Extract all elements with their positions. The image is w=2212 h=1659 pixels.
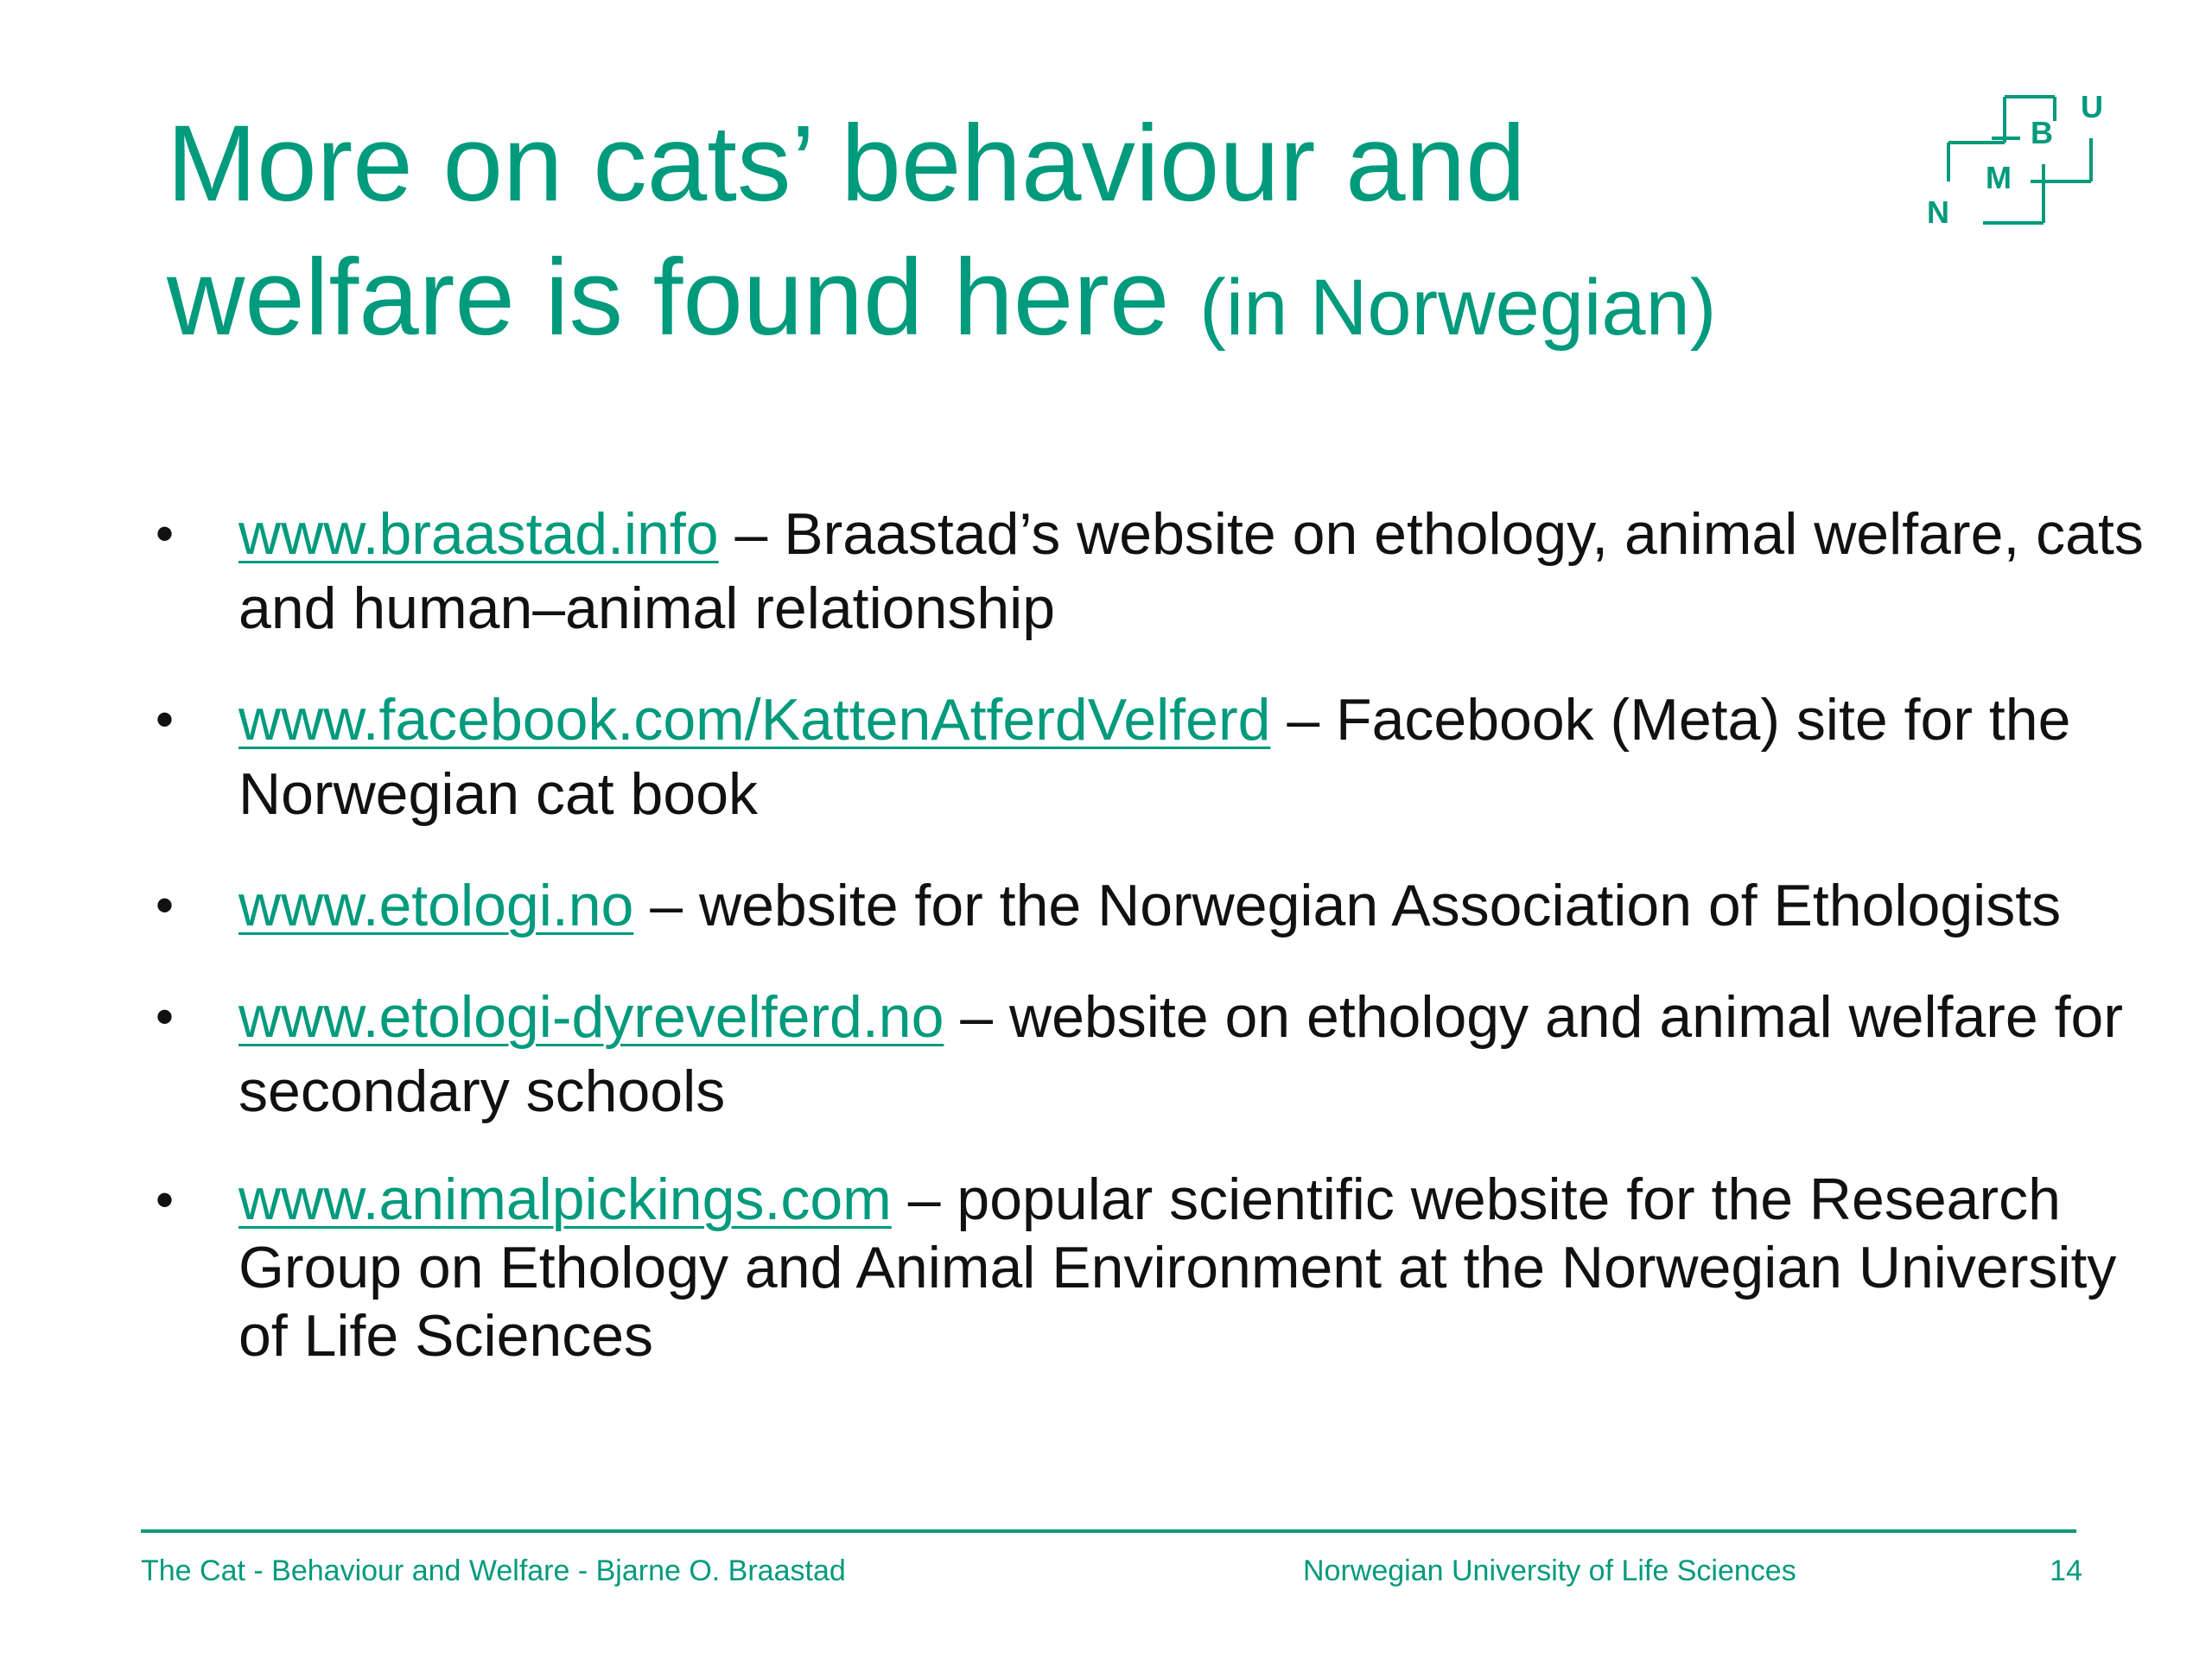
slide-title-suffix: (in Norwegian)	[1199, 264, 1717, 352]
bullet-text: – popular scientific website for the Research Group on Ethology and Animal Environment at the Norwegian University of Life Sciences	[238, 1166, 2117, 1369]
list-item	[156, 868, 2160, 943]
link-etologi[interactable]: www.etologi.no	[238, 873, 634, 938]
list-item	[156, 980, 2160, 1128]
bullet-dot-icon: •	[156, 1171, 175, 1229]
footer-page-number: 14	[2050, 1554, 2082, 1587]
bullet-text: – website on ethology and animal welfare for secondary schools	[238, 984, 2123, 1124]
bullet-dot-icon: •	[156, 876, 175, 934]
slide-title	[167, 97, 1895, 375]
bullet-text: – Facebook (Meta) site for the Norwegian cat book	[238, 687, 2071, 827]
link-etologi-dyrevelferd[interactable]: www.etologi-dyrevelferd.no	[238, 984, 944, 1050]
logo-letter-b: B	[2031, 115, 2053, 150]
link-braastad-info[interactable]: www.braastad.info	[238, 501, 719, 567]
logo-letter-n: N	[1927, 194, 1949, 230]
link-facebook-katten[interactable]: www.facebook.com/KattenAtferdVelferd	[238, 687, 1271, 753]
list-item	[156, 683, 2160, 831]
footer-presentation-title: The Cat - Behaviour and Welfare - Bjarne O. Braastad	[141, 1554, 846, 1587]
bullet-dot-icon: •	[156, 505, 175, 563]
nmbu-logo	[1927, 86, 2117, 238]
bullet-text: – Braastad’s website on ethology, animal welfare, cats and human–animal relationship	[238, 501, 2144, 641]
bullet-dot-icon: •	[156, 690, 175, 748]
slide-title-main: More on cats’ behaviour and welfare is found here	[167, 104, 1526, 358]
logo-letter-u: U	[2081, 89, 2103, 124]
list-item	[156, 497, 2160, 645]
bullet-text: – website for the Norwegian Association of Ethologists	[633, 873, 2062, 938]
logo-letter-m: M	[1986, 160, 2012, 195]
list-item	[156, 1166, 2160, 1370]
bullet-list	[156, 497, 2160, 1370]
footer-institution: Norwegian University of Life Sciences	[1303, 1554, 1796, 1587]
footer-divider	[141, 1529, 2076, 1533]
link-animalpickings[interactable]: www.animalpickings.com	[238, 1166, 892, 1232]
bullet-dot-icon: •	[156, 988, 175, 1046]
